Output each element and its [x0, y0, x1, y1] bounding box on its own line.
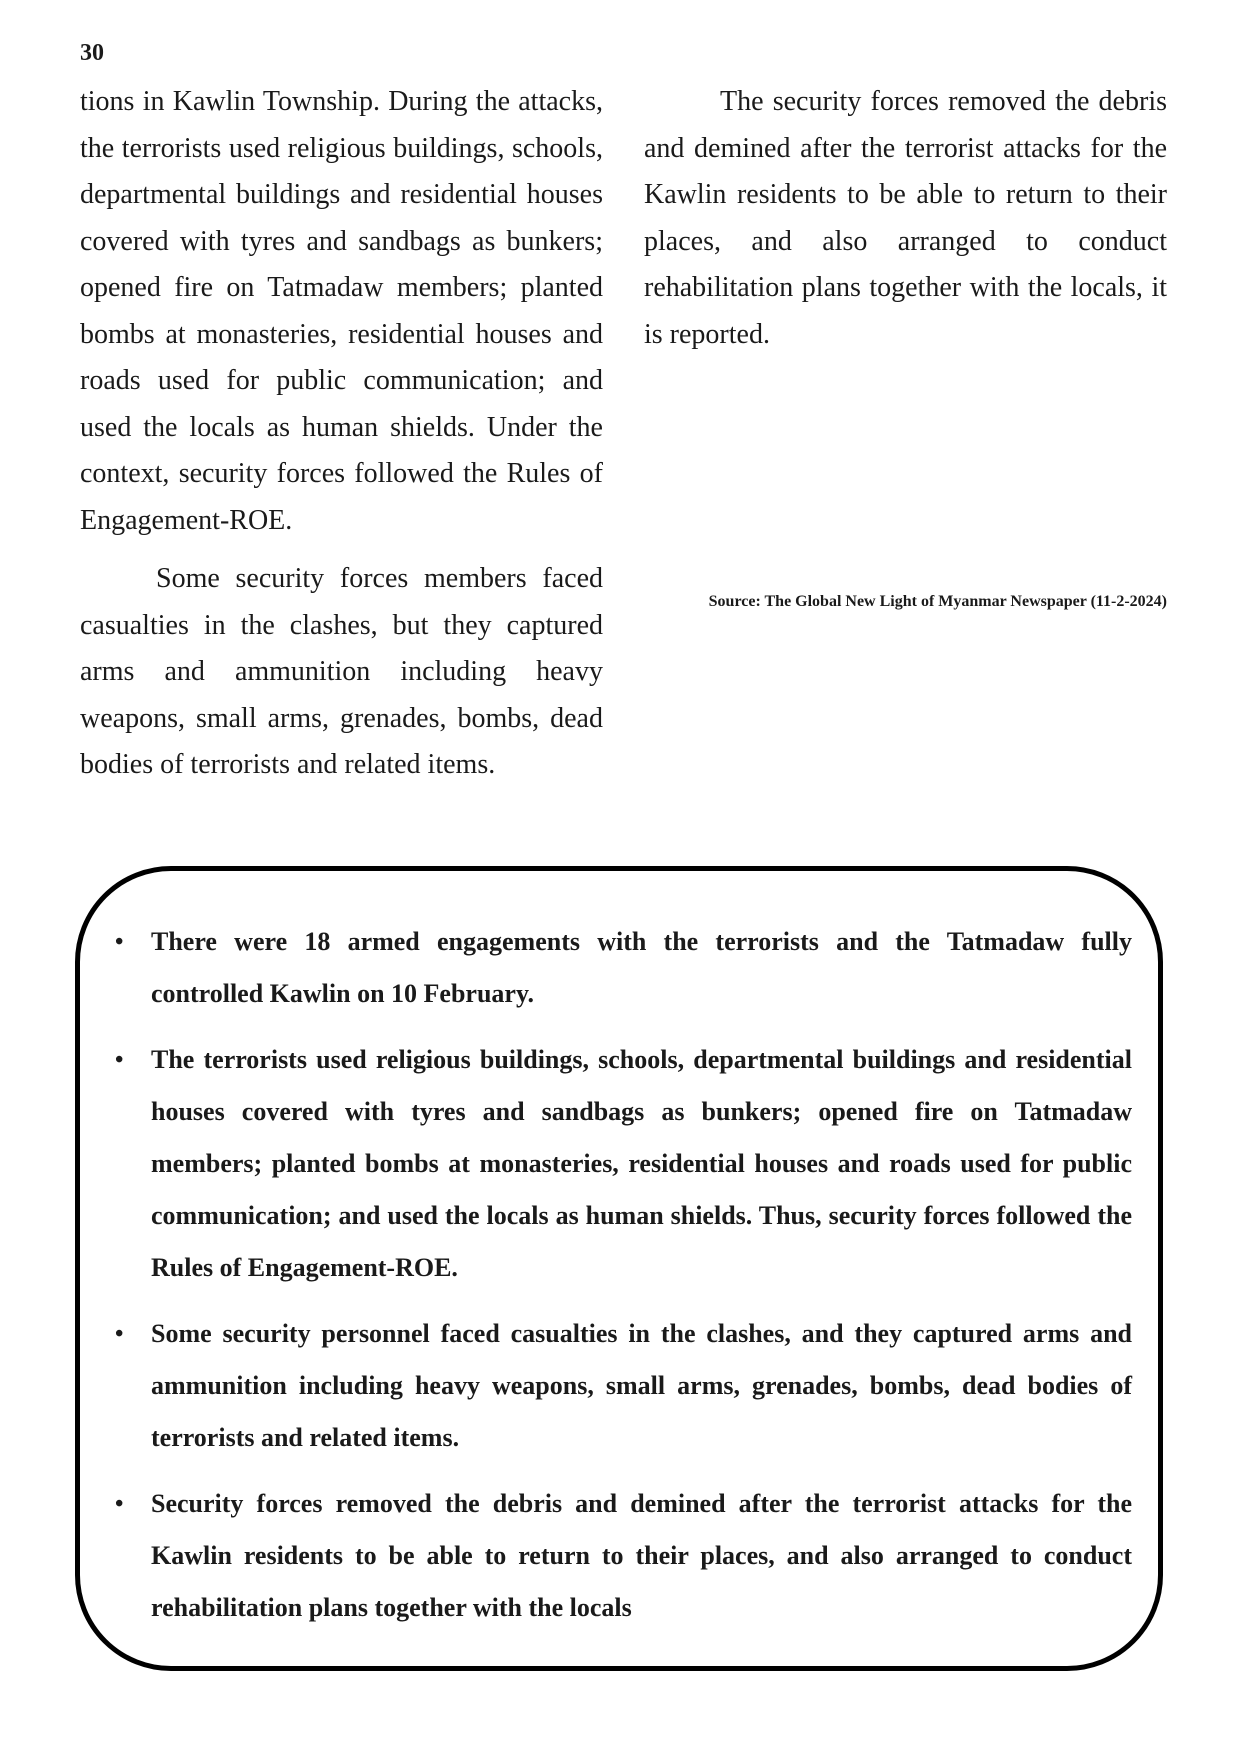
summary-item [115, 1034, 1132, 1294]
bullet-icon: • [115, 1047, 124, 1073]
left-paragraph-2: Some security forces members faced casualties in the clashes, but they captured arms and ammunition including heavy weapons, small arms, grenades, bombs, dead bodies of terrorists and related items. [80, 563, 603, 780]
bullet-icon: • [115, 1491, 124, 1517]
bullet-icon: • [115, 1321, 124, 1347]
summary-item [115, 916, 1132, 1020]
left-paragraph-1: tions in Kawlin Township. During the attacks, the terrorists used religious buildings, schools, departmental buildings and residential houses covered with tyres and sandbags as bunkers; opened fire on Tatmadaw members; planted bombs at monasteries, residential houses and roads used for public communication; and used the locals as human shields. Under the context, security forces followed the Rules of Engagement-ROE. [80, 86, 603, 536]
summary-item [115, 1478, 1132, 1634]
summary-item-text: Security forces removed the debris and demined after the terrorist attacks for the Kawlin residents to be able to return to their places, and also arranged to conduct rehabilitation plans together with the locals [151, 1489, 1132, 1622]
source-citation: Source: The Global New Light of Myanmar Newspaper (11-2-2024) [708, 593, 1167, 610]
summary-list [115, 916, 1132, 1648]
summary-item-text: Some security personnel faced casualties in the clashes, and they captured arms and ammunition including heavy weapons, small arms, grenades, bombs, dead bodies of terrorists and related items. [151, 1319, 1132, 1452]
right-paragraph-1: The security forces removed the debris and demined after the terrorist attacks for the Kawlin residents to be able to return to their places, and also arranged to conduct rehabilitation plans together with the locals, it is reported. [644, 86, 1167, 350]
right-column [644, 79, 1167, 358]
bullet-icon: • [115, 929, 124, 955]
page-number: 30 [80, 40, 104, 66]
summary-item-text: The terrorists used religious buildings, schools, departmental buildings and residential houses covered with tyres and sandbags as bunkers; opened fire on Tatmadaw members; planted bombs at monasteries, residential houses and roads used for public communication; and used the locals as human shields. Thus, security forces followed the Rules of Engagement-ROE. [151, 1045, 1132, 1282]
left-column [80, 79, 603, 789]
summary-item-text: There were 18 armed engagements with the terrorists and the Tatmadaw fully controlled Kawlin on 10 February. [151, 927, 1132, 1008]
summary-item [115, 1308, 1132, 1464]
